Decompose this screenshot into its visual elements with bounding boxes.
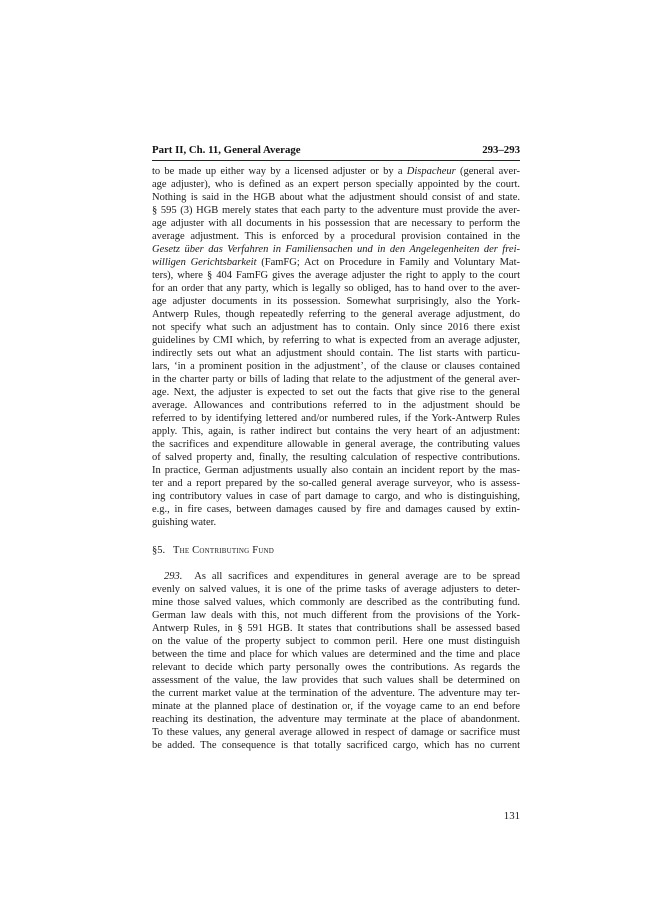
text-line: the sacrifices and expenditure allowable in general average, the contributing values xyxy=(152,439,520,450)
text-line: between the time and place for which values are determined and the time and place xyxy=(152,649,520,660)
running-header xyxy=(152,144,520,161)
page-number: 131 xyxy=(503,810,520,822)
text-line: to be made up either way by a licensed adjuster or by a Dispacheur (general aver- xyxy=(152,166,521,177)
text-line: in the charter party or bills of lading that relate to the adjustment of the general aver- xyxy=(152,374,520,385)
paragraph-range: 293–293 xyxy=(482,144,520,156)
text-line: referred to by identifying lettered and/or numbered rules, if the York-Antwerp Rules xyxy=(152,413,520,424)
text-line: ters), where § 404 FamFG gives the average adjuster the right to apply to the court xyxy=(152,270,520,281)
text-line: e.g., in fire cases, between damages caused by fire and damages caused by extin- xyxy=(152,504,520,515)
text-line: age adjuster documents in its possession. Somewhat surprisingly, also the York- xyxy=(152,296,520,307)
text-line: ter and a report prepared by the so-called general average surveyor, who is assess- xyxy=(152,478,520,489)
text-line: be added. The consequence is that totally sacrificed cargo, which has no current xyxy=(152,740,520,751)
text-line: ing contributory values in case of part damage to cargo, and who is distinguishing, xyxy=(152,491,520,502)
text-line: § 595 (3) HGB merely states that each party to the adventure must provide the aver- xyxy=(152,205,520,216)
text-line: age adjuster), who is defined as an expert person specially appointed by the court. xyxy=(152,179,520,190)
text-line: Antwerp Rules, in § 591 HGB. It states that contributions shall be assessed based xyxy=(152,623,520,634)
text-line: average. Allowances and contributions referred to in the adjustment should be xyxy=(152,400,520,411)
text-line: Gesetz über das Verfahren in Familiensachen und in den Angelegenheiten der frei- xyxy=(152,244,520,255)
text-line: on the value of the property subject to common peril. Here one must distinguish xyxy=(152,636,520,647)
text-line: evenly on salved values, it is one of the prime tasks of average adjusters to deter- xyxy=(152,584,520,595)
text-line: lars, ‘in a prominent position in the adjustment’, of the clause or clauses contained xyxy=(152,361,520,372)
text-line: the current market value at the termination of the adventure. The adventure may ter- xyxy=(152,688,520,699)
text-line: Nothing is said in the HGB about what the adjustment should consist of and state. xyxy=(152,192,520,203)
text-line: indirectly sets out what an adjustment should contain. The list starts with particu- xyxy=(152,348,520,359)
section-title: The Contributing Fund xyxy=(173,545,275,556)
text-line: apply. This, again, is rather indirect but contains the very heart of an adjustment: xyxy=(152,426,520,437)
text-line: age adjuster with all documents in his possession that are necessary to perform the xyxy=(152,218,520,229)
text-line: of salved property and, finally, the resulting calculation of respective contributions. xyxy=(152,452,520,463)
marginal-number: 293. xyxy=(164,571,183,582)
text-line: guidelines by CMI which, by referring to what is expected from an average adjuster, xyxy=(152,335,520,346)
text-line: 293. As all sacrifices and expenditures in general average are to be spread xyxy=(164,571,521,582)
text-line: In practice, German adjustments usually also contain an incident report by the mas- xyxy=(152,465,520,476)
section-heading xyxy=(152,545,274,556)
text-line: German law deals with this, not much different from the provisions of the York- xyxy=(152,610,520,621)
chapter-title: Part II, Ch. 11, General Average xyxy=(152,144,301,156)
text-line: for an order that any party, which is legally so obliged, has to hand over to the aver- xyxy=(152,283,520,294)
text-line: To these values, any general average allowed in respect of damage or sacrifice must xyxy=(152,727,520,738)
text-line: mine those salved values, which commonly are described as the contributing fund. xyxy=(152,597,520,608)
text-line: not specify what such an adjustment has to contain. Only since 2016 there exist xyxy=(152,322,520,333)
section-number: §5. xyxy=(152,545,166,556)
text-line: guishing water. xyxy=(152,517,217,528)
text-line: reaching its destination, the adventure may terminate at the place of abandonment. xyxy=(152,714,520,725)
text-line: age. Next, the adjuster is expected to set out the facts that give rise to the general xyxy=(152,387,520,398)
text-line: assessment of the value, the law provides that such values shall be determined on xyxy=(152,675,520,686)
text-line: minate at the planned place of destination or, if the voyage came to an end before xyxy=(152,701,520,712)
text-line: average adjustment. This is enforced by a procedural provision contained in the xyxy=(152,231,520,242)
italic-term: willigen Gerichtsbarkeit xyxy=(152,257,257,268)
italic-term: Dispacheur xyxy=(406,166,456,177)
text-line: willigen Gerichtsbarkeit (FamFG; Act on Procedure in Family and Voluntary Mat- xyxy=(152,257,520,268)
text-line: Antwerp Rules, though repeatedly referring to the general average adjustment, do xyxy=(152,309,520,320)
text-line: relevant to decide which party personally owes the contributions. As regards the xyxy=(152,662,520,673)
